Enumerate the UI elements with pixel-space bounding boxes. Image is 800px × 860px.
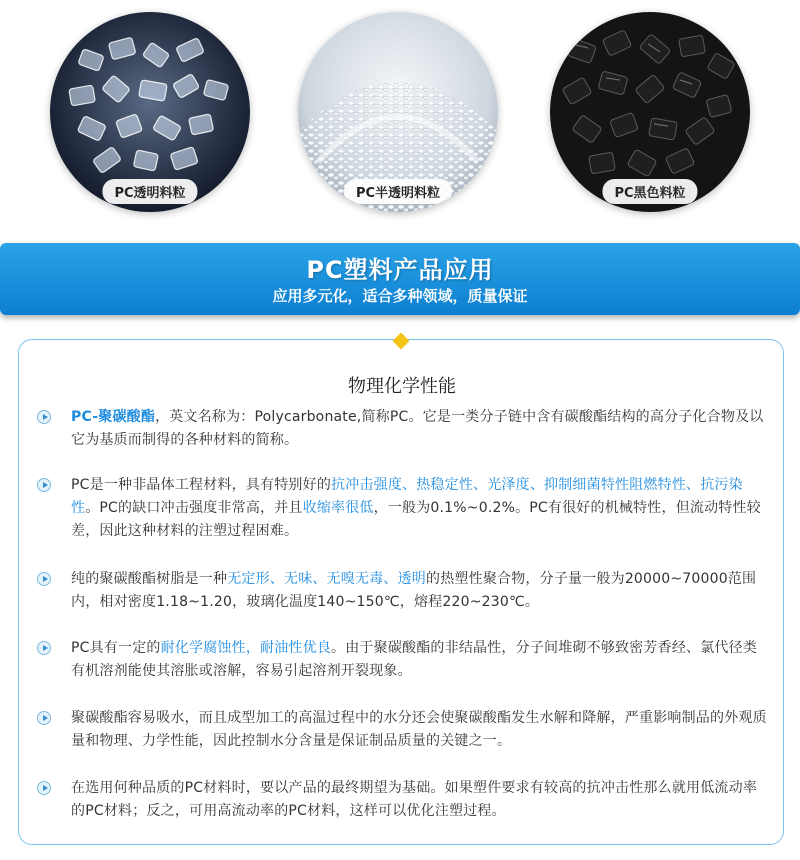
list-item bbox=[37, 637, 767, 683]
body-text: 纯的聚碳酸酯树脂是一种 bbox=[71, 571, 228, 587]
play-bullet-icon bbox=[37, 781, 51, 795]
product-label-translucent: PC半透明料粒 bbox=[344, 179, 452, 204]
application-banner bbox=[0, 243, 800, 315]
item-text bbox=[71, 637, 767, 683]
item-text bbox=[71, 707, 767, 753]
play-bullet-icon bbox=[37, 711, 51, 725]
properties-panel bbox=[18, 339, 784, 845]
body-text: 的热塑性聚合物，分子量一般为20000~70000范围内，相对密度1.18~1.20，玻璃化温度140~150℃，熔程220~230℃。 bbox=[71, 571, 757, 610]
product-label-transparent: PC透明料粒 bbox=[102, 179, 197, 204]
body-text: 。PC的缺口冲击强度非常高，并且 bbox=[85, 500, 303, 516]
item-text bbox=[71, 406, 767, 452]
highlight-text: 无定形、无味、无嗅无毒、透明 bbox=[227, 571, 427, 587]
product-label-black: PC黑色料粒 bbox=[602, 179, 697, 204]
list-item bbox=[37, 777, 767, 823]
list-item bbox=[37, 707, 767, 753]
list-item bbox=[37, 474, 767, 543]
highlight-text: 抗冲击强度、热稳定性、光泽度、抑制细菌特性阻燃特性、抗污染性 bbox=[71, 477, 743, 516]
body-text: 。由于聚碳酸酯的非结晶性，分子间堆砌不够致密芳香经、氯代径类有机溶剂能使其溶胀或溶解，容易引起溶剂开裂现象。 bbox=[71, 640, 758, 679]
body-text: 聚碳酸酯容易吸水，而且成型加工的高温过程中的水分还会使聚碳酸酯发生水解和降解，严重影响制品的外观质量和物理、力学性能，因此控制水分含量是保证制品质量的关键之一。 bbox=[71, 710, 767, 749]
highlight-text: 耐化学腐蚀性，耐油性优良 bbox=[160, 640, 332, 656]
item-text bbox=[71, 474, 767, 543]
body-text: 在选用何种品质的PC材料时，要以产品的最终期望为基础。如果塑件要求有较高的抗冲击性那么就用低流动率的PC材料；反之，可用高流动率的PC材料，这样可以优化注塑过程。 bbox=[71, 780, 758, 819]
product-card-black bbox=[550, 12, 750, 212]
diamond-icon bbox=[393, 333, 410, 350]
highlight-term: PC-聚碳酸酯 bbox=[71, 409, 156, 425]
banner-subtitle: 应用多元化，适合多种领域，质量保证 bbox=[272, 287, 528, 305]
list-item bbox=[37, 568, 767, 614]
body-text: PC是一种非晶体工程材料，具有特别好的 bbox=[71, 477, 332, 493]
item-text bbox=[71, 777, 767, 823]
play-bullet-icon bbox=[37, 410, 51, 424]
play-bullet-icon bbox=[37, 478, 51, 492]
highlight-text: 收缩率很低 bbox=[302, 500, 374, 516]
list-item bbox=[37, 406, 767, 452]
body-text: ，一般为0.1%~0.2%。PC有很好的机械特性，但流动特性较差，因此这种材料的注塑过程困难。 bbox=[71, 500, 761, 539]
play-bullet-icon bbox=[37, 641, 51, 655]
play-bullet-icon bbox=[37, 572, 51, 586]
product-card-transparent bbox=[50, 12, 250, 212]
body-text: ，英文名称为：Polycarbonate,简称PC。它是一类分子链中含有碳酸酯结构的高分子化合物及以它为基质而制得的各种材料的简称。 bbox=[71, 409, 764, 448]
body-text: PC具有一定的 bbox=[71, 640, 161, 656]
product-gallery bbox=[0, 0, 800, 225]
product-card-translucent bbox=[298, 12, 498, 212]
banner-title: PC塑料产品应用 bbox=[306, 256, 494, 284]
section-title: 物理化学性能 bbox=[348, 376, 456, 397]
item-text bbox=[71, 568, 767, 614]
